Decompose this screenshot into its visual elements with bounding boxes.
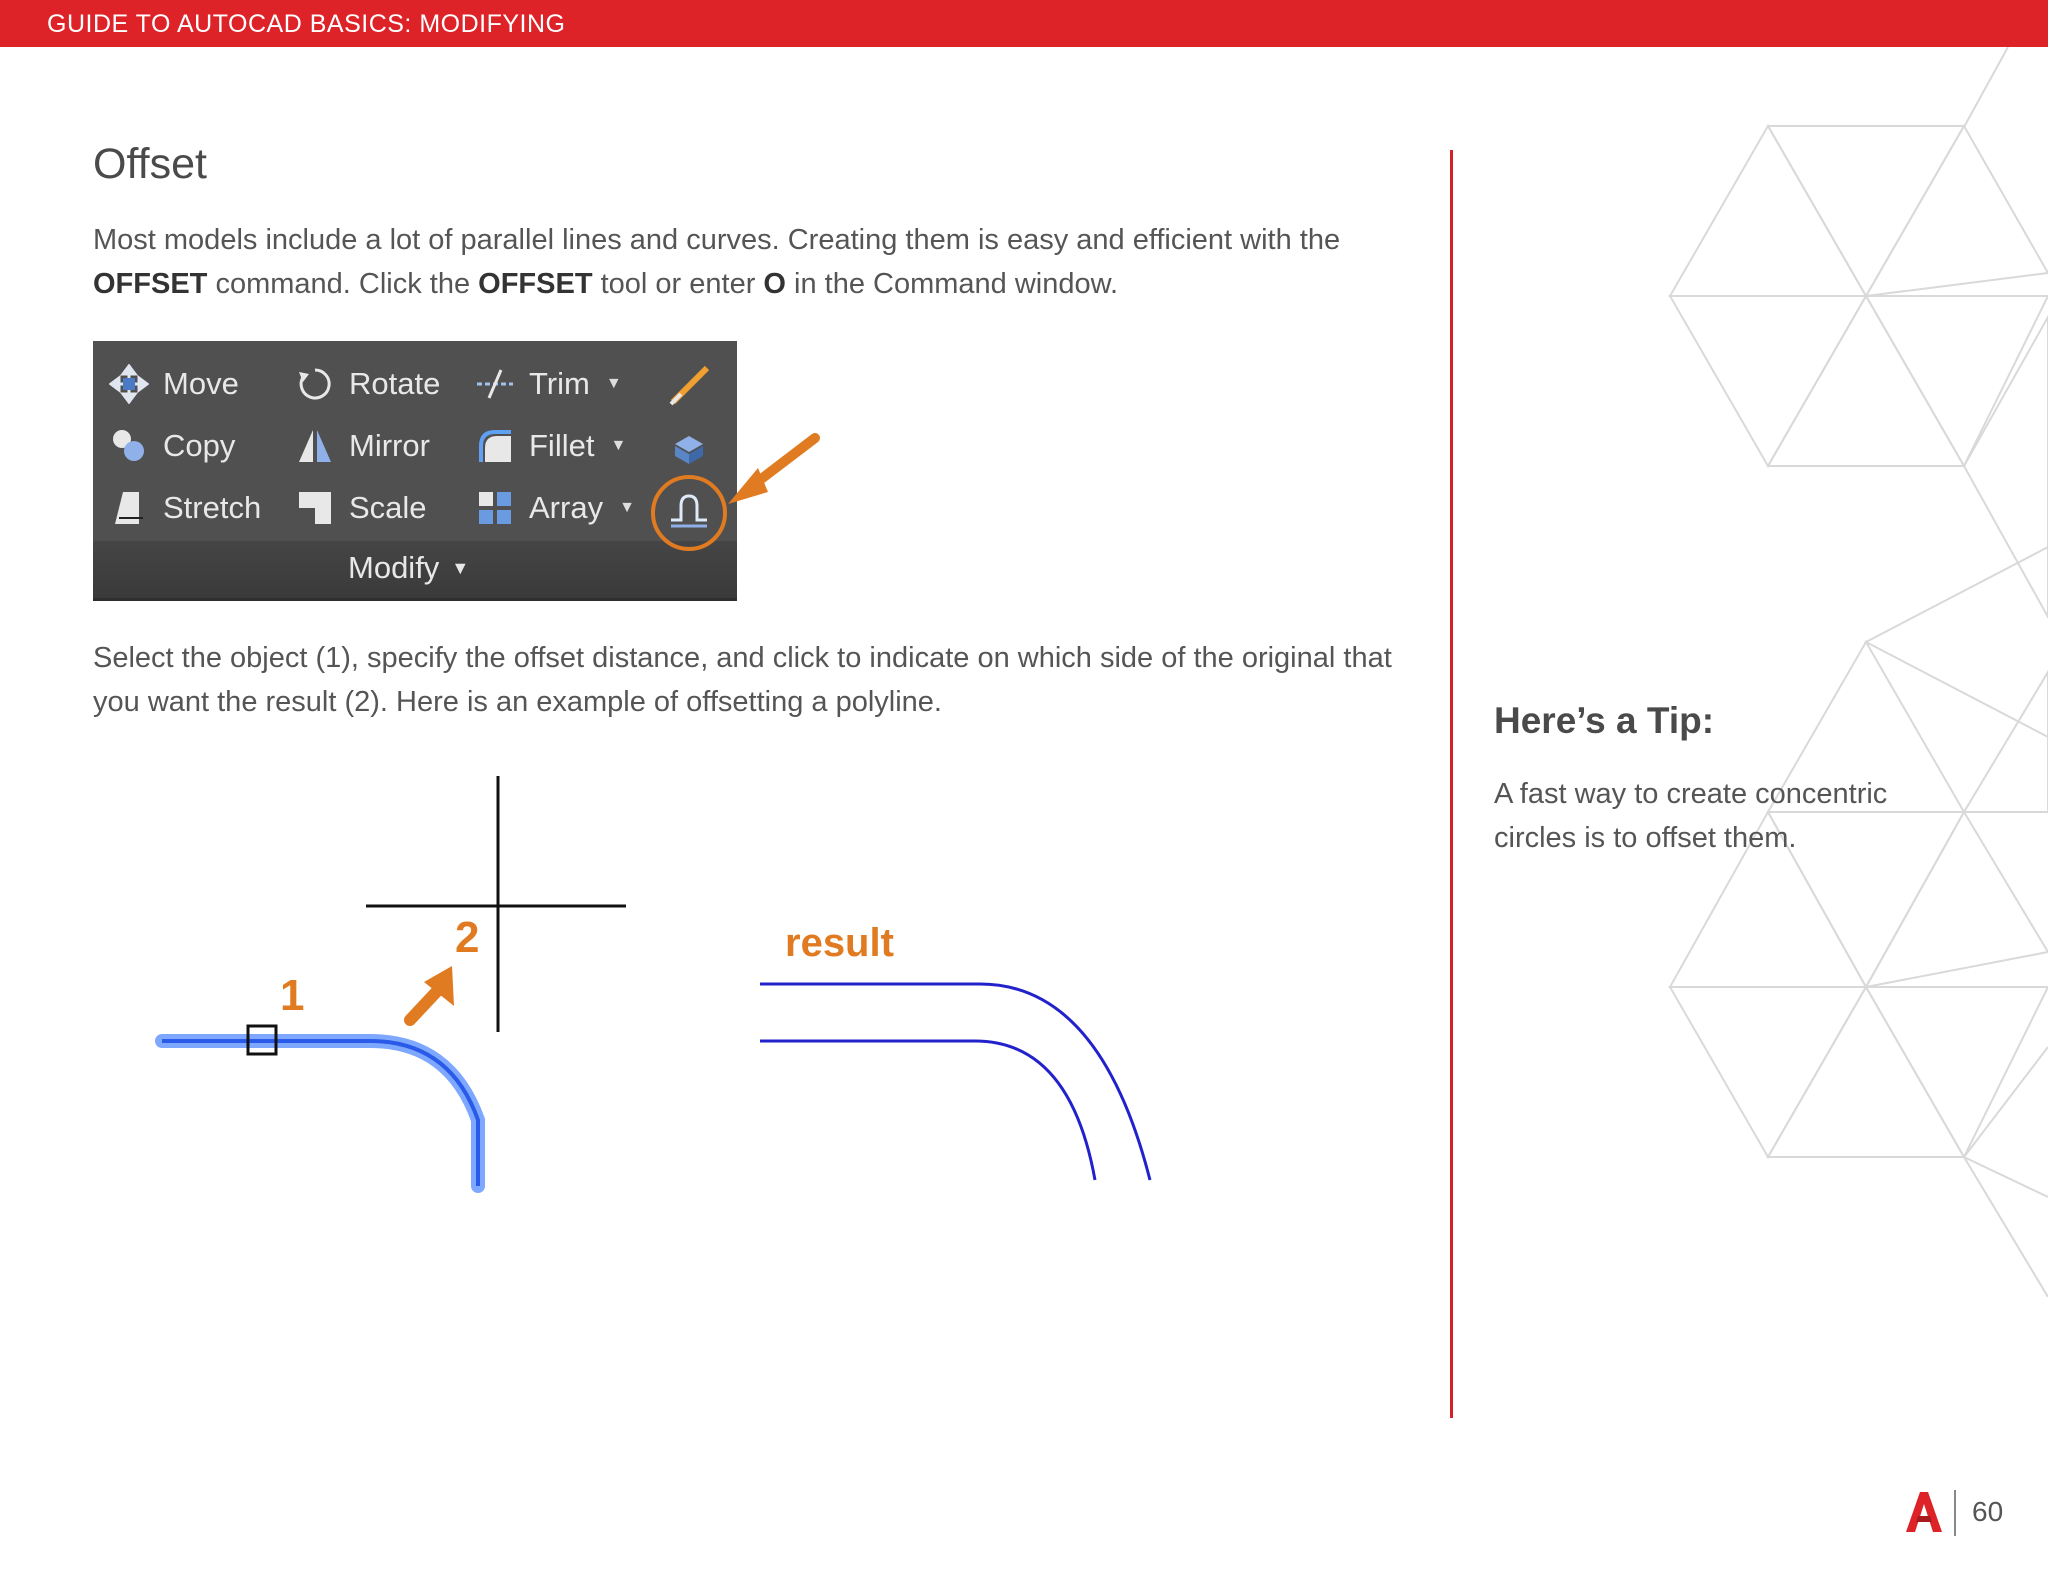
result-inner-polyline xyxy=(760,1041,1095,1180)
triangle-pattern-decoration xyxy=(1640,47,2048,1297)
mirror-tool[interactable] xyxy=(295,421,430,471)
trim-tool[interactable] xyxy=(475,359,622,409)
trim-label: Trim xyxy=(529,366,590,401)
tip-text: A fast way to create concentric circles is to offset them. xyxy=(1494,778,1888,854)
guide-title: GUIDE TO AUTOCAD BASICS: MODIFYING xyxy=(47,10,566,38)
intro-paragraph: Most models include a lot of parallel lines and curves. Creating them is easy and efficient with the OFFSET command. Click the OFFSET tool or enter O in the Command window. xyxy=(93,224,1341,300)
scale-tool[interactable] xyxy=(295,483,427,533)
label-1: 1 xyxy=(280,971,305,1020)
array-icon xyxy=(475,488,515,528)
stretch-icon xyxy=(109,488,149,528)
move-tool[interactable] xyxy=(109,359,239,409)
offset-command-term: OFFSET xyxy=(93,268,208,300)
highlight-circle xyxy=(653,477,725,549)
array-tool[interactable] xyxy=(475,483,635,533)
move-icon xyxy=(109,364,149,404)
rotate-label: Rotate xyxy=(349,366,441,401)
result-outer-polyline xyxy=(760,984,1150,1180)
trim-dropdown-icon[interactable]: ▼ xyxy=(605,375,622,392)
modify-panel-label[interactable] xyxy=(348,550,469,586)
offset-example-diagram xyxy=(140,770,1190,1200)
copy-icon xyxy=(109,426,149,466)
header-bar xyxy=(0,0,2048,47)
rotate-icon xyxy=(295,364,335,404)
fillet-label: Fillet xyxy=(529,428,595,463)
modify-dropdown-icon: ▼ xyxy=(451,557,470,578)
copy-tool[interactable] xyxy=(109,421,235,471)
modify-label-text: Modify xyxy=(348,550,440,585)
fillet-dropdown-icon[interactable]: ▼ xyxy=(610,437,627,454)
offset-tool-term: OFFSET xyxy=(478,268,593,300)
result-label: result xyxy=(785,921,894,965)
rotate-tool[interactable] xyxy=(295,359,440,409)
array-label: Array xyxy=(529,490,604,525)
fillet-icon xyxy=(475,426,515,466)
page-number: 60 xyxy=(1972,1496,2004,1527)
footer-separator xyxy=(1954,1490,1956,1536)
stretch-label: Stretch xyxy=(163,490,262,525)
selected-polyline-glow xyxy=(162,1041,478,1186)
fillet-tool[interactable] xyxy=(475,421,626,471)
autocad-logo-icon xyxy=(1906,1492,1942,1532)
stretch-tool[interactable] xyxy=(109,483,261,533)
tip-heading: Here’s a Tip: xyxy=(1494,700,1715,741)
section-heading: Offset xyxy=(93,140,207,188)
offset-highlight-callout xyxy=(640,420,840,560)
trim-icon xyxy=(475,364,515,404)
vertical-divider xyxy=(1450,150,1453,1418)
side-arrow-shaft xyxy=(410,988,440,1020)
scale-label: Scale xyxy=(349,490,427,525)
array-dropdown-icon[interactable]: ▼ xyxy=(619,499,635,516)
label-2: 2 xyxy=(455,913,480,962)
scale-icon xyxy=(295,488,335,528)
instructions-paragraph: Select the object (1), specify the offset distance, and click to indicate on which side of the original that you want the result (2). Here is an example of offsetting a polyline. xyxy=(93,642,1392,718)
copy-label: Copy xyxy=(163,428,236,463)
mirror-icon xyxy=(295,426,335,466)
paintbrush-icon[interactable] xyxy=(667,362,711,406)
mirror-label: Mirror xyxy=(349,428,430,463)
move-label: Move xyxy=(163,366,239,401)
shortcut-o-term: O xyxy=(763,268,786,300)
